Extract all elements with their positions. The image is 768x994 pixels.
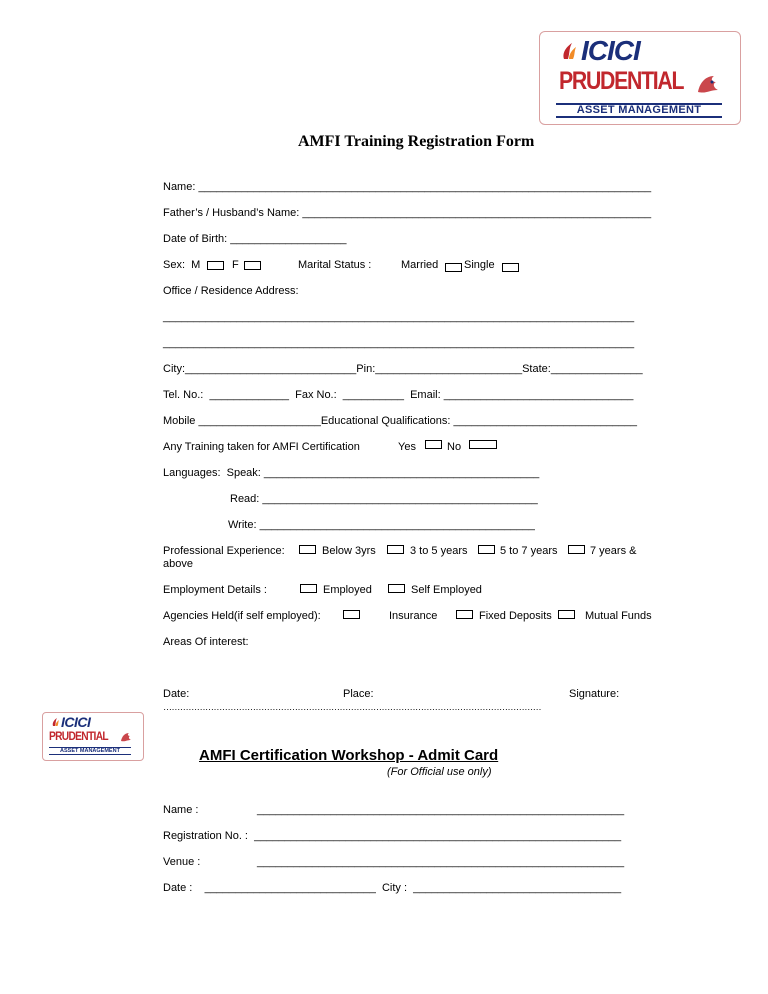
- admit-name-label: Name :: [163, 804, 199, 816]
- insurance-checkbox[interactable]: [456, 610, 473, 619]
- date-label: Date:: [163, 688, 190, 700]
- experience-3-to-5-checkbox[interactable]: [387, 545, 404, 554]
- sex-label: Sex: M: [163, 259, 201, 271]
- admit-date-city-line[interactable]: Date : ____________________________ City : __________________________________: [163, 882, 622, 894]
- married-label: Married: [401, 259, 439, 271]
- city-pin-state-line[interactable]: City:____________________________Pin:________________________State:_______________: [163, 363, 643, 375]
- sex-f-label: F: [232, 259, 239, 271]
- lion-head-icon: [694, 70, 722, 98]
- flame-icon: [560, 41, 580, 61]
- admit-registration-line[interactable]: Registration No. : ____________________________________________________________: [163, 830, 622, 842]
- address-line-1[interactable]: _____________________________________________________________________________: [163, 311, 635, 323]
- experience-above-label: above: [163, 558, 193, 570]
- married-checkbox[interactable]: [445, 263, 462, 272]
- insurance-label: Insurance: [389, 610, 438, 622]
- logo-asset-management-text: ASSET MANAGEMENT: [556, 103, 722, 118]
- experience-below-3-label: Below 3yrs: [322, 545, 376, 557]
- experience-below-3-checkbox[interactable]: [299, 545, 316, 554]
- logo-prudential-text: PRUDENTIAL: [559, 67, 684, 95]
- self-employed-checkbox[interactable]: [388, 584, 405, 593]
- logo-prudential-text: PRUDENTIAL: [49, 729, 108, 743]
- tel-fax-email-line[interactable]: Tel. No.: _____________ Fax No.: __________ Email: _______________________________: [163, 389, 634, 401]
- self-employed-label: Self Employed: [411, 584, 482, 596]
- admit-card-subtitle: (For Official use only): [387, 766, 492, 778]
- address-line-2[interactable]: _____________________________________________________________________________: [163, 337, 635, 349]
- lion-head-icon: [119, 730, 133, 744]
- agencies-label: Agencies Held(if self employed):: [163, 610, 321, 622]
- training-label: Any Training taken for AMFI Certification: [163, 441, 360, 453]
- employed-label: Employed: [323, 584, 372, 596]
- training-yes-label: Yes: [398, 441, 416, 453]
- agencies-checkbox[interactable]: [343, 610, 360, 619]
- experience-label: Professional Experience:: [163, 545, 285, 557]
- father-husband-name-field[interactable]: Father’s / Husband’s Name: _________________________________________________________: [163, 207, 652, 219]
- logo-asset-management-text: ASSET MANAGEMENT: [49, 747, 131, 755]
- place-label: Place:: [343, 688, 374, 700]
- training-yes-checkbox[interactable]: [425, 440, 442, 449]
- icici-prudential-small-logo: [42, 712, 144, 761]
- employed-checkbox[interactable]: [300, 584, 317, 593]
- fixed-deposits-label: Fixed Deposits: [479, 610, 552, 622]
- date-of-birth-field[interactable]: Date of Birth: ___________________: [163, 233, 347, 245]
- logo-icici-text: ICICI: [581, 35, 640, 66]
- experience-5-to-7-label: 5 to 7 years: [500, 545, 558, 557]
- admit-venue-label: Venue :: [163, 856, 201, 868]
- sex-f-checkbox[interactable]: [244, 261, 261, 270]
- mobile-qualifications-line[interactable]: Mobile ____________________Educational Qualifications: ______________________________: [163, 415, 638, 427]
- training-no-label: No: [447, 441, 462, 453]
- languages-write-line[interactable]: Write: _____________________________________________: [228, 519, 535, 531]
- fixed-deposits-checkbox[interactable]: [558, 610, 575, 619]
- employment-label: Employment Details :: [163, 584, 267, 596]
- languages-speak-line[interactable]: Languages: Speak: _____________________________________________: [163, 467, 540, 479]
- single-checkbox[interactable]: [502, 263, 519, 272]
- training-no-checkbox[interactable]: [469, 440, 497, 449]
- marital-status-label: Marital Status :: [298, 259, 372, 271]
- flame-icon: [51, 717, 61, 727]
- sex-m-checkbox[interactable]: [207, 261, 224, 270]
- experience-7-plus-checkbox[interactable]: [568, 545, 585, 554]
- areas-of-interest-label: Areas Of interest:: [163, 636, 249, 648]
- icici-prudential-logo: [539, 31, 741, 125]
- experience-3-to-5-label: 3 to 5 years: [410, 545, 468, 557]
- mutual-funds-label: Mutual Funds: [585, 610, 652, 622]
- signature-label: Signature:: [569, 688, 620, 700]
- single-label: Single: [464, 259, 495, 271]
- experience-7-plus-label: 7 years &: [590, 545, 637, 557]
- form-title: AMFI Training Registration Form: [298, 133, 535, 150]
- name-field[interactable]: Name: __________________________________________________________________________: [163, 181, 652, 193]
- experience-5-to-7-checkbox[interactable]: [478, 545, 495, 554]
- admit-card-title: AMFI Certification Workshop - Admit Card: [199, 747, 499, 764]
- dotted-signature-line: ………………………………………………………………………………………………………………………: [163, 702, 542, 712]
- logo-icici-text: ICICI: [61, 714, 91, 730]
- languages-read-line[interactable]: Read: _____________________________________________: [230, 493, 538, 505]
- address-label: Office / Residence Address:: [163, 285, 299, 297]
- admit-venue-line[interactable]: ____________________________________________________________: [257, 856, 625, 868]
- admit-name-line[interactable]: ____________________________________________________________: [257, 804, 625, 816]
